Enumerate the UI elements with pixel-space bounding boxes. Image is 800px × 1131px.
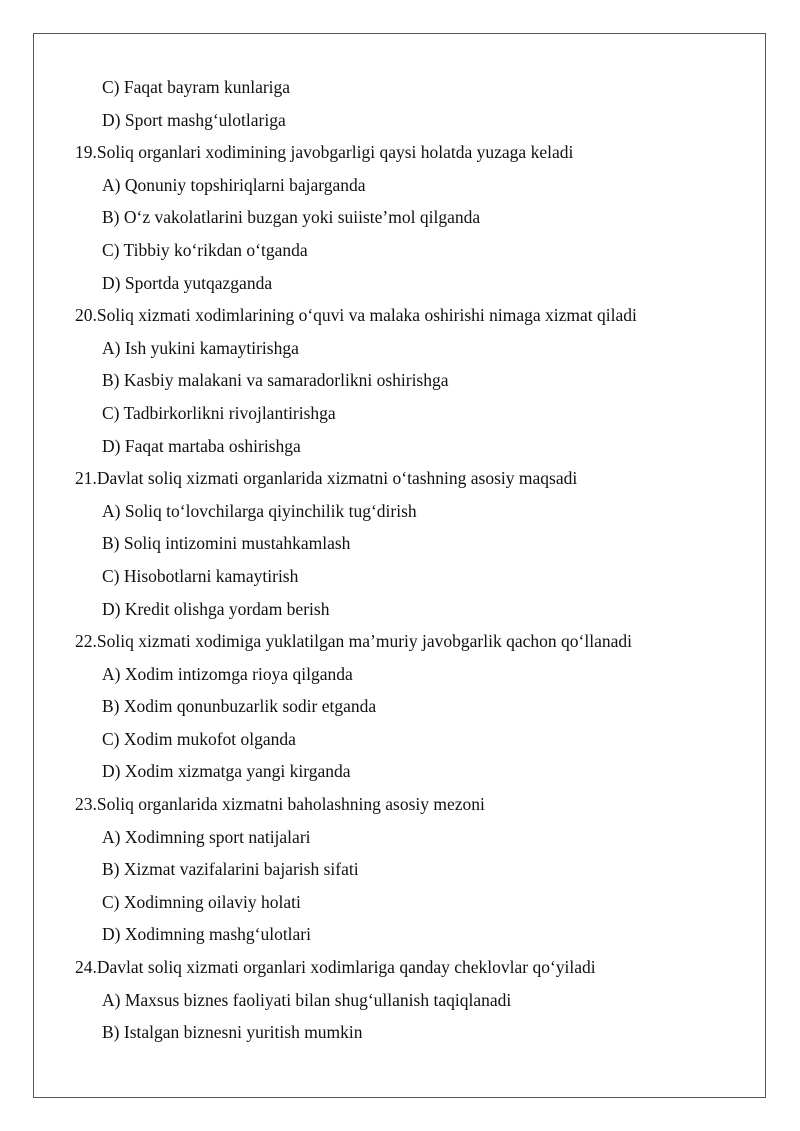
option-line: A) Maxsus biznes faoliyati bilan shug‘ullanish taqiqlanadi bbox=[102, 989, 512, 1010]
option-line: A) Xodimning sport natijalari bbox=[102, 826, 311, 847]
option-line: A) Xodim intizomga rioya qilganda bbox=[102, 663, 353, 684]
option-line: D) Kredit olishga yordam berish bbox=[102, 598, 330, 619]
option-line: D) Sport mashg‘ulotlariga bbox=[102, 109, 286, 130]
option-line: C) Xodim mukofot olganda bbox=[102, 728, 296, 749]
option-line: D) Faqat martaba oshirishga bbox=[102, 435, 301, 456]
option-line: C) Xodimning oilaviy holati bbox=[102, 891, 301, 912]
option-line: B) O‘z vakolatlarini buzgan yoki suiiste’mol qilganda bbox=[102, 207, 481, 228]
question-20: 20.Soliq xizmati xodimlarining o‘quvi va malaka oshirishi nimaga xizmat qiladi bbox=[75, 305, 637, 326]
option-line: B) Istalgan biznesni yuritish mumkin bbox=[102, 1022, 363, 1043]
question-19: 19.Soliq organlari xodimining javobgarligi qaysi holatda yuzaga keladi bbox=[75, 142, 574, 163]
option-line: B) Xodim qonunbuzarlik sodir etganda bbox=[102, 696, 377, 717]
option-line: C) Tadbirkorlikni rivojlantirishga bbox=[102, 402, 336, 423]
document-body bbox=[75, 73, 755, 1051]
option-line: A) Ish yukini kamaytirishga bbox=[102, 337, 299, 358]
question-24: 24.Davlat soliq xizmati organlari xodimlariga qanday cheklovlar qo‘yiladi bbox=[75, 957, 596, 978]
option-line: B) Xizmat vazifalarini bajarish sifati bbox=[102, 859, 359, 880]
question-21: 21.Davlat soliq xizmati organlarida xizmatni o‘tashning asosiy maqsadi bbox=[75, 468, 578, 489]
option-line: C) Tibbiy ko‘rikdan o‘tganda bbox=[102, 239, 308, 260]
option-line: B) Kasbiy malakani va samaradorlikni oshirishga bbox=[102, 370, 449, 391]
option-line: B) Soliq intizomini mustahkamlash bbox=[102, 533, 351, 554]
option-line: C) Faqat bayram kunlariga bbox=[102, 77, 291, 97]
question-23: 23.Soliq organlarida xizmatni baholashning asosiy mezoni bbox=[75, 794, 485, 815]
option-line: D) Sportda yutqazganda bbox=[102, 272, 273, 293]
option-line: D) Xodimning mashg‘ulotlari bbox=[102, 924, 312, 945]
option-line: A) Soliq to‘lovchilarga qiyinchilik tug‘dirish bbox=[102, 500, 417, 521]
question-22: 22.Soliq xizmati xodimiga yuklatilgan ma’muriy javobgarlik qachon qo‘llanadi bbox=[75, 631, 632, 652]
option-line: A) Qonuniy topshiriqlarni bajarganda bbox=[102, 174, 366, 195]
option-line: C) Hisobotlarni kamaytirish bbox=[102, 565, 299, 586]
option-line: D) Xodim xizmatga yangi kirganda bbox=[102, 761, 351, 782]
